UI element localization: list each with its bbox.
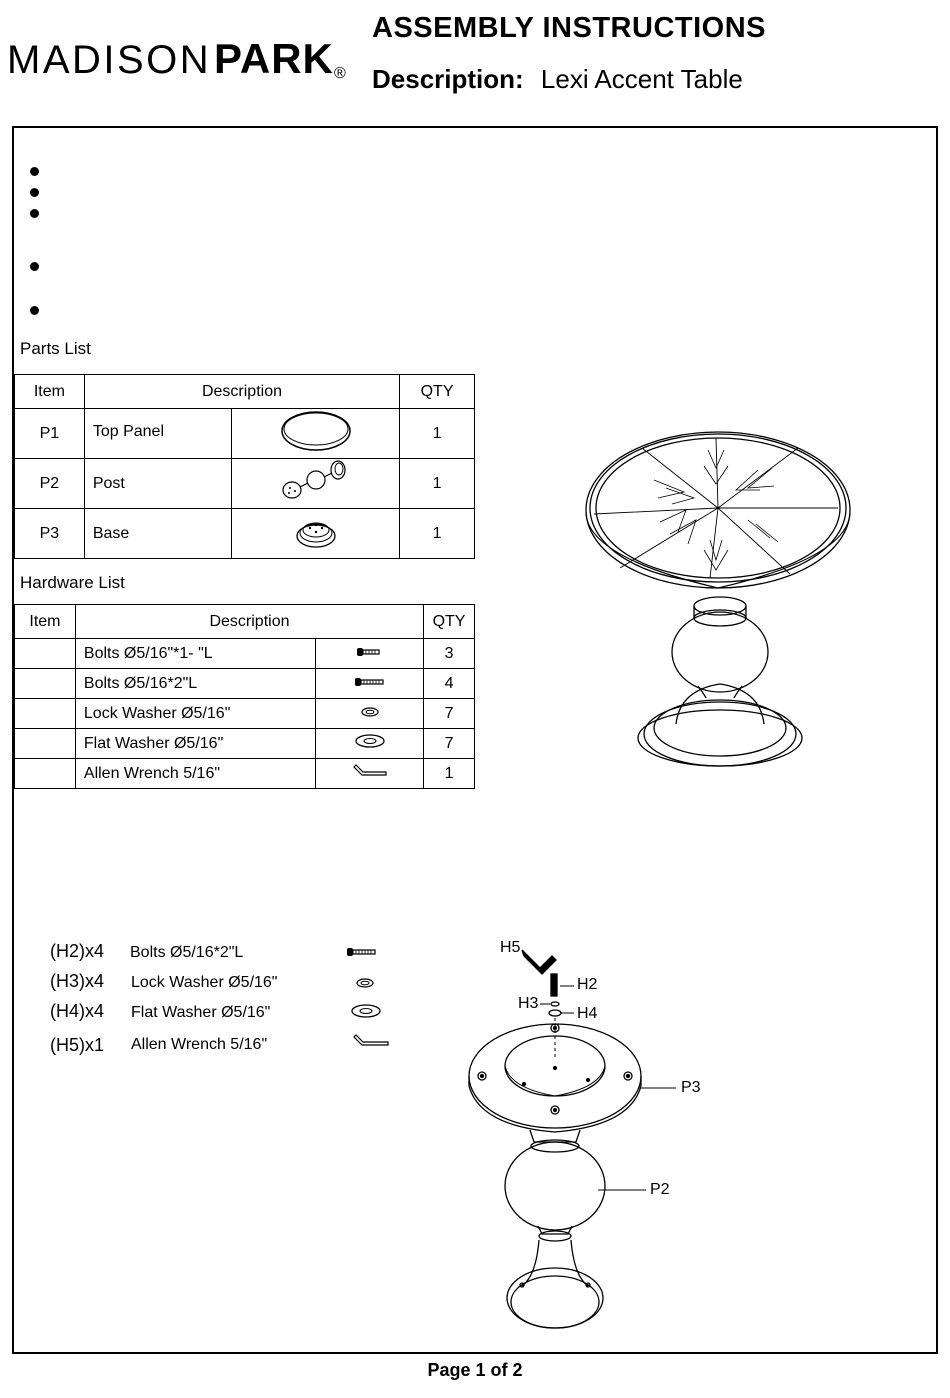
hardware-item-code xyxy=(15,639,76,669)
parts-item-qty: 1 xyxy=(400,409,475,459)
brand-logo-park: PARK xyxy=(214,35,334,82)
bullet-dot xyxy=(30,188,39,197)
hardware-item-code xyxy=(15,699,76,729)
assembled-table-illustration xyxy=(580,428,860,768)
parts-item-qty: 1 xyxy=(400,459,475,509)
hardware-item-qty: 3 xyxy=(424,639,475,669)
parts-item-code: P2 xyxy=(15,459,85,509)
step-hardware-key: (H5)x1 xyxy=(50,1035,105,1055)
parts-item-code: P1 xyxy=(15,409,85,459)
step-hardware-description: Bolts Ø5/16*2"L xyxy=(130,944,244,961)
hardware-item-description: Bolts Ø5/16"*1- "L xyxy=(75,639,315,669)
parts-item-description: Base xyxy=(84,509,232,559)
brand-logo-madison: MADISON xyxy=(7,38,212,82)
page-number: Page 1 of 2 xyxy=(427,1360,523,1380)
callout-h2: H2 xyxy=(577,976,598,993)
lock-washer-icon xyxy=(316,699,424,729)
parts-table-header xyxy=(15,375,475,409)
registered-mark: ® xyxy=(334,65,346,82)
parts-item-qty: 1 xyxy=(400,509,475,559)
hardware-item-qty: 7 xyxy=(424,729,475,759)
hardware-header-description: Description xyxy=(75,605,423,639)
parts-item-description: Post xyxy=(84,459,232,509)
allen-wrench-icon xyxy=(350,1033,390,1049)
callout-h4: H4 xyxy=(577,1005,598,1022)
parts-table xyxy=(14,374,475,559)
document-title: ASSEMBLY INSTRUCTIONS xyxy=(372,12,766,44)
hardware-item-code xyxy=(15,729,76,759)
step-hardware-description: Allen Wrench 5/16" xyxy=(131,1036,268,1053)
parts-header-description: Description xyxy=(84,375,399,409)
flat-washer-icon xyxy=(549,1010,561,1016)
lock-washer-icon xyxy=(355,977,375,989)
step-hardware-key: (H4)x4 xyxy=(50,1001,105,1021)
description-value: Lexi Accent Table xyxy=(540,64,743,94)
parts-item-description: Top Panel xyxy=(84,409,232,459)
hardware-header-qty: QTY xyxy=(424,605,475,639)
post-icon xyxy=(232,459,400,509)
long-bolt-icon xyxy=(316,669,424,699)
parts-header-qty: QTY xyxy=(400,375,475,409)
flat-washer-icon xyxy=(316,729,424,759)
table-row xyxy=(15,729,475,759)
table-row xyxy=(15,699,475,729)
parts-header-item: Item xyxy=(15,375,85,409)
bullet-dot xyxy=(30,209,39,218)
hardware-item-code xyxy=(15,669,76,699)
bullet-dot xyxy=(30,306,39,315)
table-row xyxy=(15,759,475,789)
long-bolt-icon xyxy=(345,946,379,958)
hardware-item-qty: 1 xyxy=(424,759,475,789)
step-hardware-description: Lock Washer Ø5/16" xyxy=(131,974,278,991)
bolt-icon xyxy=(551,974,557,996)
hardware-header-item: Item xyxy=(15,605,76,639)
step-hardware-key: (H2)x4 xyxy=(50,941,105,961)
hardware-item-code xyxy=(15,759,76,789)
hardware-item-description: Allen Wrench 5/16" xyxy=(75,759,315,789)
hardware-item-description: Flat Washer Ø5/16" xyxy=(75,729,315,759)
table-row xyxy=(15,409,475,459)
bullet-dot xyxy=(30,167,39,176)
callout-p2: P2 xyxy=(650,1181,670,1198)
table-row xyxy=(15,459,475,509)
step-hardware-description: Flat Washer Ø5/16" xyxy=(131,1004,271,1021)
allen-wrench-icon xyxy=(522,950,556,974)
hardware-item-description: Lock Washer Ø5/16" xyxy=(75,699,315,729)
bullet-dot xyxy=(30,262,39,271)
parts-item-code: P3 xyxy=(15,509,85,559)
base-icon xyxy=(232,509,400,559)
flat-washer-icon xyxy=(350,1003,382,1019)
table-row xyxy=(15,639,475,669)
hardware-item-description: Bolts Ø5/16*2"L xyxy=(75,669,315,699)
callout-p3: P3 xyxy=(681,1079,701,1096)
hardware-table-header xyxy=(15,605,475,639)
allen-wrench-icon xyxy=(316,759,424,789)
hardware-item-qty: 7 xyxy=(424,699,475,729)
hardware-list-label: Hardware List xyxy=(20,573,125,592)
step-hardware-key: (H3)x4 xyxy=(50,971,105,991)
table-row xyxy=(15,509,475,559)
hardware-table xyxy=(14,604,475,789)
top-panel-icon xyxy=(232,409,400,459)
product-description xyxy=(372,66,743,92)
hardware-item-qty: 4 xyxy=(424,669,475,699)
description-label: Description: xyxy=(372,64,524,94)
callout-h5: H5 xyxy=(500,939,521,956)
callout-h3: H3 xyxy=(518,995,539,1012)
table-row xyxy=(15,669,475,699)
parts-list-label: Parts List xyxy=(20,339,91,358)
short-bolt-icon xyxy=(316,639,424,669)
lock-washer-icon xyxy=(551,1002,559,1006)
